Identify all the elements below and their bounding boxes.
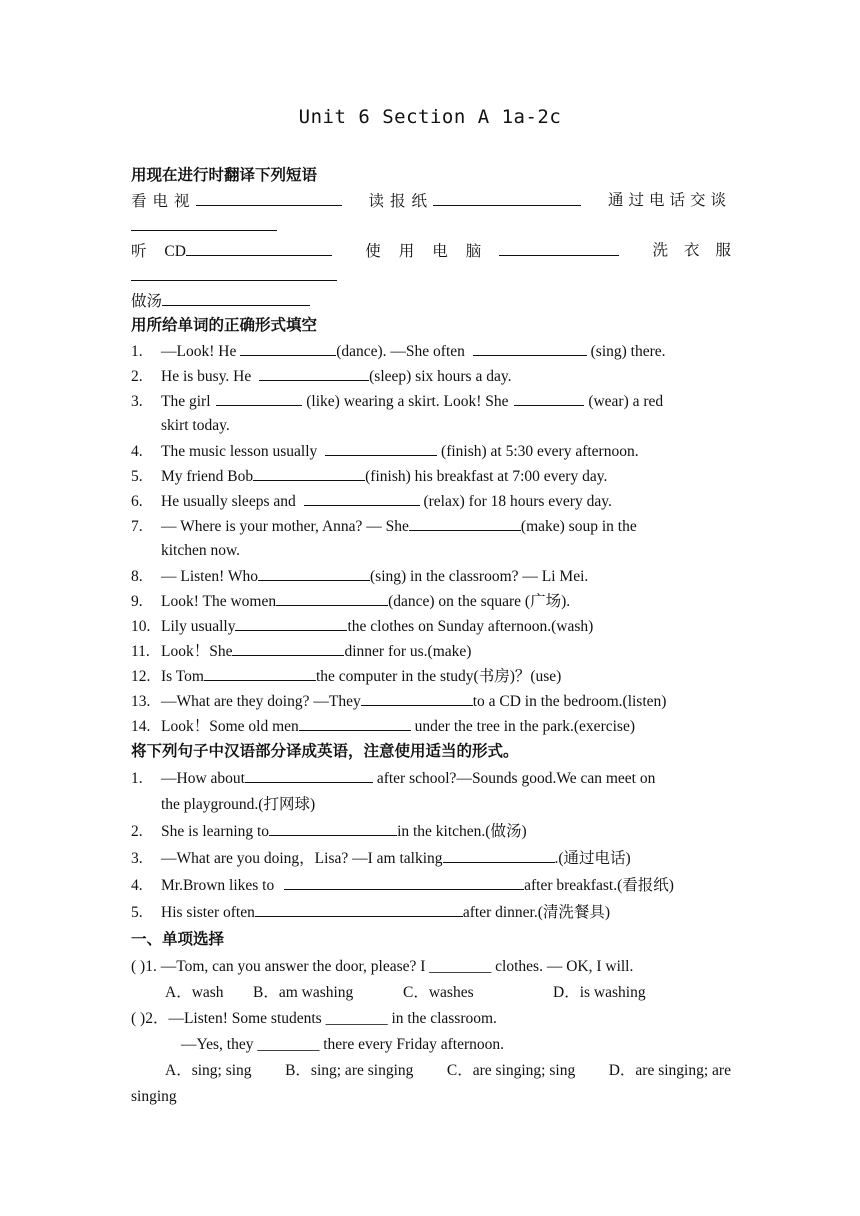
- option-d[interactable]: D．is washing: [553, 984, 646, 1001]
- item-number: 2.: [131, 823, 143, 840]
- answer-blank[interactable]: [276, 588, 388, 606]
- question-2-options-wrap: singing: [131, 1088, 177, 1105]
- item-text: Look！Some old men: [161, 718, 299, 735]
- answer-blank[interactable]: [304, 488, 420, 506]
- question-1-options: [131, 980, 731, 1006]
- answer-blank[interactable]: [325, 438, 437, 456]
- item-text: in the kitchen.(做汤): [397, 823, 527, 840]
- phrase-label: 使用电脑: [365, 243, 500, 260]
- item-text: My friend Bob: [161, 468, 254, 485]
- answer-blank[interactable]: [253, 463, 365, 481]
- answer-blank[interactable]: [240, 338, 336, 356]
- answer-blank[interactable]: [259, 363, 369, 381]
- exercise-item-5: [131, 463, 731, 488]
- item-text: under the tree in the park.(exercise): [410, 718, 635, 735]
- translate-item-4: [131, 872, 731, 899]
- question-2-stem: ( )2．—Listen! Some students ________ in the classroom.: [131, 1010, 497, 1027]
- answer-blank[interactable]: [299, 713, 411, 731]
- item-text: Mr.Brown likes to: [161, 877, 279, 894]
- answer-blank[interactable]: [255, 899, 463, 917]
- answer-blank[interactable]: [258, 563, 370, 581]
- page-title: Unit 6 Section A 1a-2c: [298, 106, 562, 128]
- answer-blank[interactable]: [409, 513, 521, 531]
- item-number: 9.: [131, 593, 143, 610]
- item-text: The girl: [161, 393, 215, 410]
- translate-item-5: [131, 899, 731, 926]
- item-text: He usually sleeps and: [161, 493, 300, 510]
- item-text: (sing) in the classroom? — Li Mei.: [370, 568, 589, 585]
- answer-blank[interactable]: [361, 688, 473, 706]
- answer-blank[interactable]: [196, 188, 342, 206]
- item-text: the clothes on Sunday afternoon.(wash): [347, 618, 594, 635]
- phrase-row-3: [131, 288, 731, 313]
- item-number: 7.: [131, 518, 143, 535]
- item-number: 8.: [131, 568, 143, 585]
- option-a[interactable]: A．sing; sing: [165, 1062, 252, 1079]
- item-number: 10.: [131, 618, 151, 635]
- question-2-options: [131, 1058, 731, 1084]
- answer-blank[interactable]: [499, 238, 619, 256]
- item-text: Look! The women: [161, 593, 277, 610]
- option-c[interactable]: C．are singing; sing: [446, 1062, 576, 1079]
- answer-blank[interactable]: [162, 288, 310, 306]
- answer-blank[interactable]: [443, 845, 555, 863]
- item-text: Look！She: [161, 643, 233, 660]
- exercise-item-13: [131, 688, 731, 713]
- option-a[interactable]: A．wash: [165, 984, 224, 1001]
- option-c[interactable]: C．washes: [403, 984, 474, 1001]
- phrase-label: 通过电话交谈: [607, 192, 731, 209]
- answer-blank[interactable]: [473, 338, 587, 356]
- section-heading-multiple-choice: 一、单项选择: [131, 930, 225, 948]
- item-number: 11.: [131, 643, 150, 660]
- answer-blank[interactable]: [232, 638, 344, 656]
- item-number: 13.: [131, 693, 151, 710]
- section-heading-fill-blanks: 用所给单词的正确形式填空: [131, 316, 318, 334]
- exercise-item-3-wrap: skirt today.: [161, 417, 230, 434]
- item-text: the computer in the study(书房)？(use): [315, 668, 562, 685]
- item-number: 5.: [131, 468, 143, 485]
- exercise-item-11: [131, 638, 731, 663]
- item-number: 4.: [131, 877, 143, 894]
- item-text: —How about: [161, 770, 245, 787]
- answer-blank[interactable]: [216, 388, 302, 406]
- answer-blank[interactable]: [235, 613, 347, 631]
- exercise-item-14: [131, 713, 731, 738]
- item-text: His sister often: [161, 904, 255, 921]
- question-2-stem-reply: —Yes, they ________ there every Friday afternoon.: [181, 1036, 504, 1053]
- item-text: —What are they doing? —They: [161, 693, 361, 710]
- exercise-item-1: [131, 338, 731, 363]
- item-number: 3.: [131, 393, 143, 410]
- exercise-item-2: [131, 363, 731, 388]
- phrase-row-1-wrap: [131, 213, 731, 238]
- option-b[interactable]: B．am washing: [253, 984, 354, 1001]
- phrase-row-1: [131, 188, 731, 213]
- exercise-item-12: [131, 663, 731, 688]
- answer-blank[interactable]: [514, 388, 584, 406]
- item-text: .(通过电话): [554, 850, 631, 867]
- translate-item-1: [131, 765, 731, 791]
- worksheet-content: [131, 163, 747, 1110]
- phrase-item: [365, 238, 619, 263]
- answer-blank[interactable]: [433, 188, 581, 206]
- item-text: (make) soup in the: [520, 518, 637, 535]
- answer-blank[interactable]: [131, 263, 337, 281]
- phrase-row-2-wrap: [131, 263, 731, 288]
- answer-blank[interactable]: [284, 872, 524, 890]
- translate-item-3: [131, 845, 731, 872]
- item-text: after dinner.(清洗餐具): [462, 904, 611, 921]
- item-text: — Where is your mother, Anna? — She: [161, 518, 409, 535]
- item-text: She is learning to: [161, 823, 270, 840]
- section-heading-translate-phrases: 用现在进行时翻译下列短语: [131, 166, 318, 184]
- item-text: to a CD in the bedroom.(listen): [472, 693, 667, 710]
- item-text: (like) wearing a skirt. Look! She: [302, 393, 513, 410]
- answer-blank[interactable]: [204, 663, 316, 681]
- phrase-item: [131, 188, 342, 213]
- item-number: 1.: [131, 343, 143, 360]
- item-number: 14.: [131, 718, 151, 735]
- phrase-label: 做汤: [131, 293, 163, 310]
- item-number: 6.: [131, 493, 143, 510]
- item-text: (sing) there.: [586, 343, 666, 360]
- item-text: (relax) for 18 hours every day.: [419, 493, 612, 510]
- item-number: 4.: [131, 443, 143, 460]
- exercise-item-9: [131, 588, 731, 613]
- answer-blank[interactable]: [186, 238, 332, 256]
- answer-blank[interactable]: [245, 765, 373, 783]
- item-text: (finish) at 5:30 every afternoon.: [437, 443, 639, 460]
- item-text: —What are you doing，Lisa? —I am talking: [161, 850, 443, 867]
- item-number: 1.: [131, 770, 143, 787]
- option-b[interactable]: B．sing; are singing: [285, 1062, 414, 1079]
- item-text: dinner for us.(make): [344, 643, 472, 660]
- item-text: after school?—Sounds good.We can meet on: [372, 770, 656, 787]
- exercise-item-7-wrap: kitchen now.: [161, 542, 241, 559]
- exercise-item-4: [131, 438, 731, 463]
- item-number: 2.: [131, 368, 143, 385]
- phrase-label: 看电视: [131, 193, 196, 210]
- item-text: (dance). —She often: [336, 343, 469, 360]
- item-text: —Look! He: [161, 343, 241, 360]
- item-text: (finish) his breakfast at 7:00 every day.: [365, 468, 608, 485]
- item-text: — Listen! Who: [161, 568, 259, 585]
- item-text: The music lesson usually: [161, 443, 322, 460]
- exercise-item-7: [131, 513, 731, 538]
- exercise-item-6: [131, 488, 731, 513]
- phrase-item: [131, 238, 332, 263]
- phrase-label: 读报纸: [368, 193, 433, 210]
- phrase-label: 听 CD: [131, 243, 186, 260]
- exercise-item-10: [131, 613, 731, 638]
- exercise-item-3: [131, 388, 731, 413]
- phrase-row-2: [131, 238, 747, 263]
- exercise-item-8: [131, 563, 731, 588]
- item-text: Lily usually: [161, 618, 236, 635]
- item-text: Is Tom: [161, 668, 204, 685]
- question-1-stem: ( )1. —Tom, can you answer the door, please? I ________ clothes. — OK, I will.: [131, 958, 634, 975]
- translate-item-2: [131, 818, 731, 845]
- item-text: (wear) a red: [584, 393, 664, 410]
- answer-blank[interactable]: [269, 818, 397, 836]
- section-heading-translate-sentences: 将下列句子中汉语部分译成英语，注意使用适当的形式。: [131, 742, 519, 760]
- phrase-item: [368, 188, 581, 213]
- item-number: 5.: [131, 904, 143, 921]
- option-d[interactable]: D．are singing; are: [608, 1062, 731, 1079]
- item-text: He is busy. He: [161, 368, 256, 385]
- item-number: 3.: [131, 850, 143, 867]
- item-number: 12.: [131, 668, 151, 685]
- item-text: after breakfast.(看报纸): [524, 877, 674, 894]
- translate-item-1-wrap: the playground.(打网球): [161, 796, 316, 813]
- phrase-label: 洗衣服: [652, 242, 747, 259]
- item-text: (dance) on the square (广场).: [388, 593, 571, 610]
- item-text: (sleep) six hours a day.: [369, 368, 512, 385]
- answer-blank[interactable]: [131, 213, 277, 231]
